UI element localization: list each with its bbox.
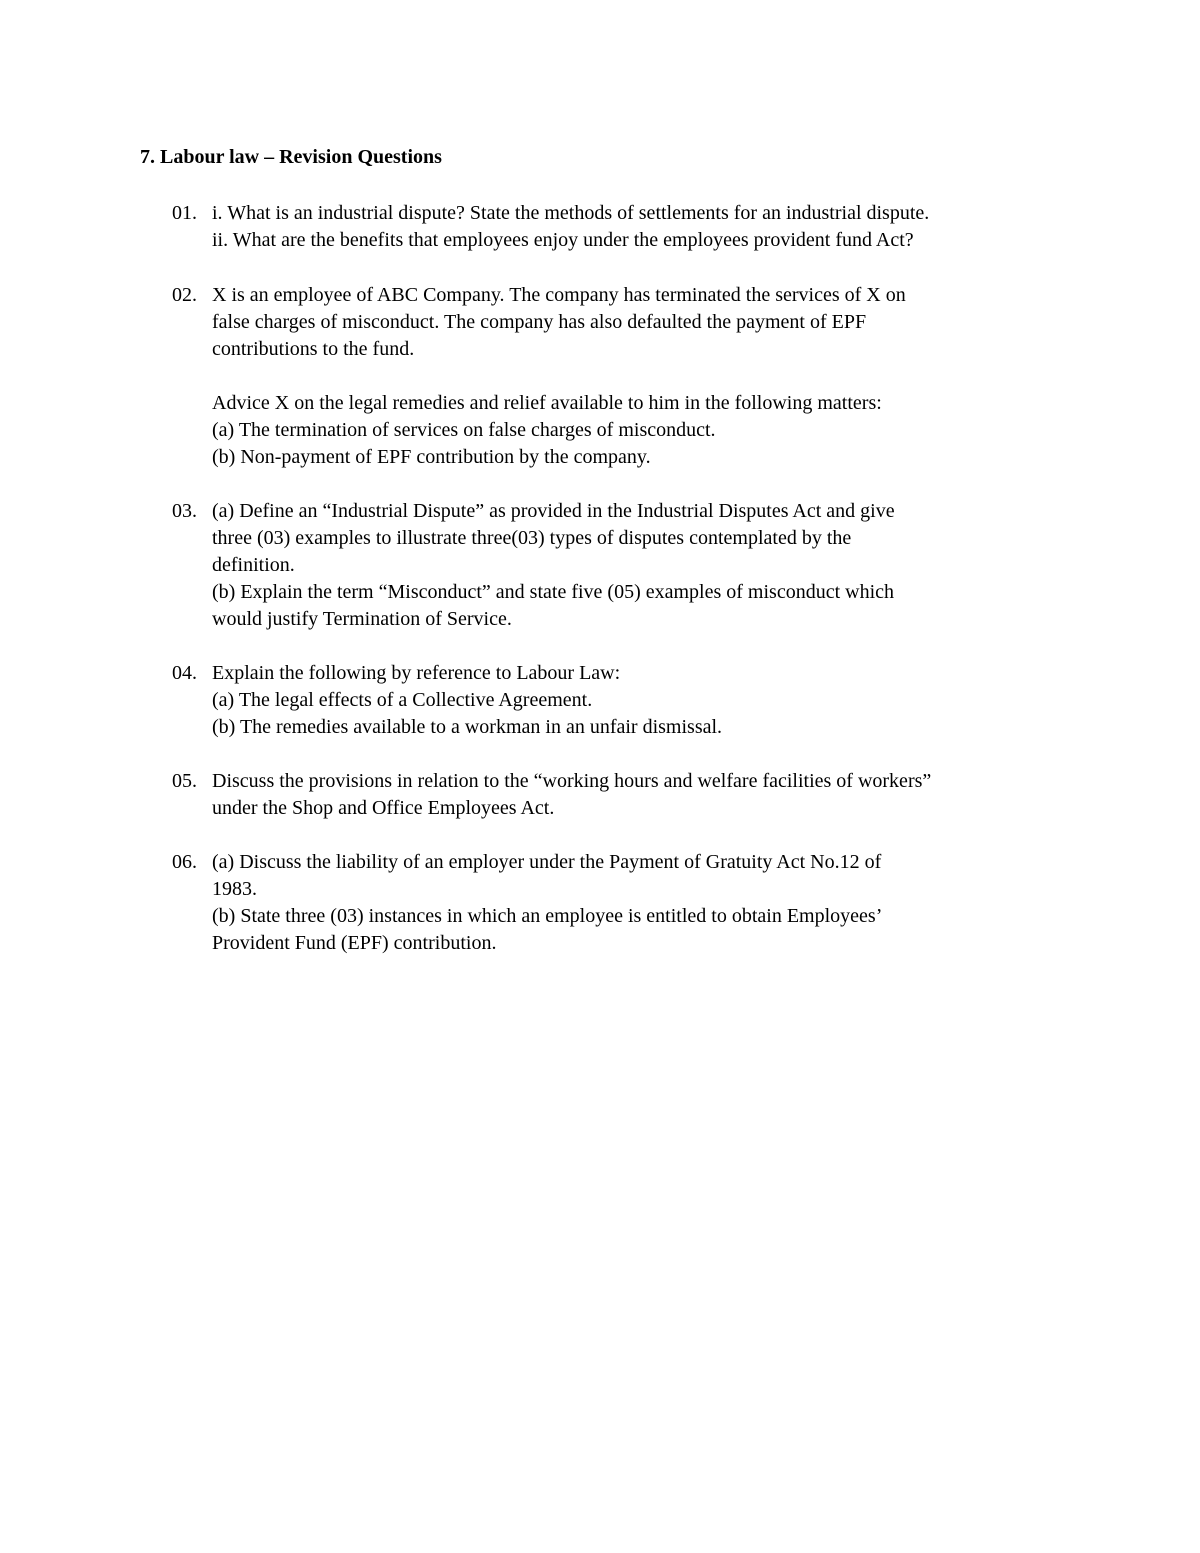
question-line: (a) Discuss the liability of an employer under the Payment of Gratuity Act No.12 of [212,851,882,873]
question-number: 01. [172,202,197,224]
question-line: Explain the following by reference to Labour Law: [212,662,621,684]
question-line: (b) Non-payment of EPF contribution by the company. [212,446,651,468]
question-01 [172,200,1072,254]
question-body [212,849,1072,957]
question-line: under the Shop and Office Employees Act. [212,797,555,819]
question-line: 1983. [212,878,257,900]
question-06 [172,849,1072,957]
question-line: Advice X on the legal remedies and relief available to him in the following matters: [212,392,882,414]
question-line: (a) The termination of services on false charges of misconduct. [212,419,716,441]
question-line: ii. What are the benefits that employees enjoy under the employees provident fund Act? [212,229,914,251]
question-line: three (03) examples to illustrate three(03) types of disputes contemplated by the [212,527,852,549]
question-line: contributions to the fund. [212,338,415,360]
question-number: 03. [172,500,197,522]
question-line: (a) The legal effects of a Collective Agreement. [212,689,593,711]
question-body [212,498,1072,633]
question-line: i. What is an industrial dispute? State the methods of settlements for an industrial dispute. [212,202,930,224]
question-04 [172,660,1072,741]
question-line: false charges of misconduct. The company has also defaulted the payment of EPF [212,311,867,333]
question-number: 02. [172,284,197,306]
question-body [212,768,1072,822]
question-line: X is an employee of ABC Company. The company has terminated the services of X on [212,284,906,306]
question-number: 04. [172,662,197,684]
question-line: (b) State three (03) instances in which an employee is entitled to obtain Employees’ [212,905,883,927]
question-line: (b) Explain the term “Misconduct” and state five (05) examples of misconduct which [212,581,895,603]
question-line: definition. [212,554,295,576]
question-body [212,200,1072,254]
question-line: (a) Define an “Industrial Dispute” as provided in the Industrial Disputes Act and give [212,500,895,522]
question-number: 05. [172,770,197,792]
question-body [212,282,1072,471]
question-line: Provident Fund (EPF) contribution. [212,932,497,954]
question-line: Discuss the provisions in relation to the “working hours and welfare facilities of workers” [212,770,932,792]
question-number: 06. [172,851,197,873]
question-line: (b) The remedies available to a workman in an unfair dismissal. [212,716,723,738]
question-03 [172,498,1072,633]
question-02 [172,282,1072,471]
paragraph-gap [212,363,1072,390]
question-body [212,660,1072,741]
question-05 [172,768,1072,822]
document-title: 7. Labour law – Revision Questions [140,146,442,168]
question-line: would justify Termination of Service. [212,608,512,630]
